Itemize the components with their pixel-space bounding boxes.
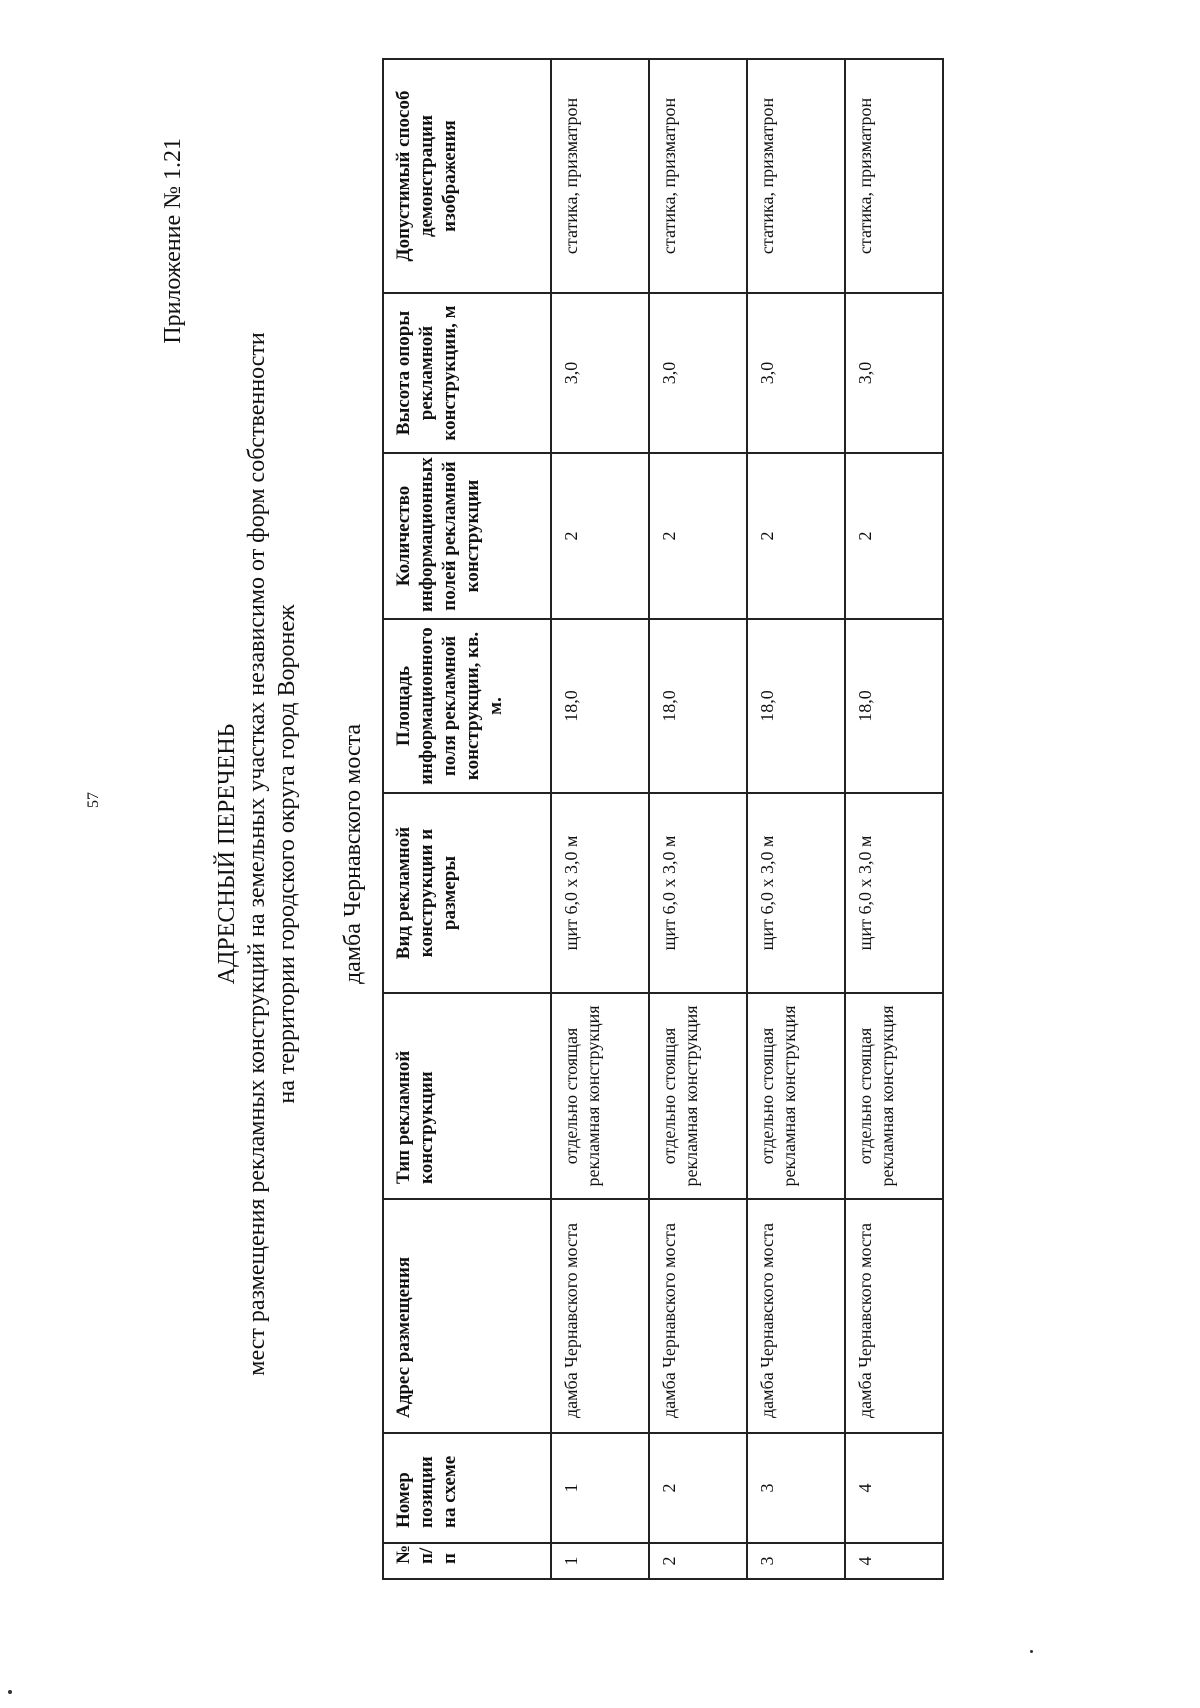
table-row: [649, 59, 747, 1579]
table-row: [551, 59, 649, 1579]
cell-support-height: 3,0: [845, 293, 943, 453]
cell-display-method: статика, призматрон: [551, 59, 649, 293]
header-position-number: Номер позиции на схеме: [383, 1433, 551, 1543]
appendix-label: Приложение № 1.21: [160, 138, 186, 344]
header-info-field-count: Количество информационных полей рекламной конструкции: [383, 453, 551, 619]
cell-index: 1: [551, 1543, 649, 1579]
cell-info-field-area: 18,0: [747, 619, 845, 793]
cell-index: 2: [649, 1543, 747, 1579]
cell-construction-type: отдельно стоящая рекламная конструкция: [747, 993, 845, 1199]
address-register-table: [382, 58, 944, 1580]
cell-support-height: 3,0: [649, 293, 747, 453]
cell-construction-type: отдельно стоящая рекламная конструкция: [551, 993, 649, 1199]
cell-index: 4: [845, 1543, 943, 1579]
header-address: Адрес размещения: [383, 1199, 551, 1433]
header-construction-type: Тип рекламной конструкции: [383, 993, 551, 1199]
scan-speck: [1030, 1650, 1033, 1653]
cell-support-height: 3,0: [747, 293, 845, 453]
cell-info-field-count: 2: [845, 453, 943, 619]
cell-display-method: статика, призматрон: [845, 59, 943, 293]
cell-info-field-count: 2: [747, 453, 845, 619]
cell-index: 3: [747, 1543, 845, 1579]
cell-construction-kind-size: щит 6,0 х 3,0 м: [845, 793, 943, 993]
header-construction-kind-size: Вид рекламной конструкции и размеры: [383, 793, 551, 993]
cell-construction-type: отдельно стоящая рекламная конструкция: [649, 993, 747, 1199]
table-row: [747, 59, 845, 1579]
document-title-line-2: мест размещения рекламных конструкций на земельных участках независимо от форм собственности: [244, 332, 270, 1376]
cell-position-number: 2: [649, 1433, 747, 1543]
page-number: 57: [85, 792, 102, 808]
cell-info-field-count: 2: [551, 453, 649, 619]
cell-address: дамба Чернавского моста: [845, 1199, 943, 1433]
cell-display-method: статика, призматрон: [747, 59, 845, 293]
cell-info-field-area: 18,0: [845, 619, 943, 793]
cell-support-height: 3,0: [551, 293, 649, 453]
cell-construction-type: отдельно стоящая рекламная конструкция: [845, 993, 943, 1199]
document-title: АДРЕСНЫЙ ПЕРЕЧЕНЬ: [214, 723, 240, 985]
header-info-field-area: Площадь информационного поля рекламной конструкции, кв. м.: [383, 619, 551, 793]
cell-position-number: 1: [551, 1433, 649, 1543]
scan-speck: [8, 1690, 12, 1694]
cell-position-number: 3: [747, 1433, 845, 1543]
cell-position-number: 4: [845, 1433, 943, 1543]
header-index: № п/п: [383, 1543, 551, 1579]
header-support-height: Высота опоры рекламной конструкции, м: [383, 293, 551, 453]
cell-address: дамба Чернавского моста: [747, 1199, 845, 1433]
header-display-method: Допустимый способ демонстрации изображения: [383, 59, 551, 293]
cell-construction-kind-size: щит 6,0 х 3,0 м: [551, 793, 649, 993]
cell-address: дамба Чернавского моста: [551, 1199, 649, 1433]
cell-construction-kind-size: щит 6,0 х 3,0 м: [649, 793, 747, 993]
table-header-row: [383, 59, 551, 1579]
table-row: [845, 59, 943, 1579]
cell-construction-kind-size: щит 6,0 х 3,0 м: [747, 793, 845, 993]
cell-info-field-area: 18,0: [551, 619, 649, 793]
cell-address: дамба Чернавского моста: [649, 1199, 747, 1433]
cell-info-field-area: 18,0: [649, 619, 747, 793]
document-subtitle: дамба Чернавского моста: [340, 723, 366, 985]
document-title-line-3: на территории городского округа город Воронеж: [274, 604, 300, 1104]
cell-display-method: статика, призматрон: [649, 59, 747, 293]
cell-info-field-count: 2: [649, 453, 747, 619]
